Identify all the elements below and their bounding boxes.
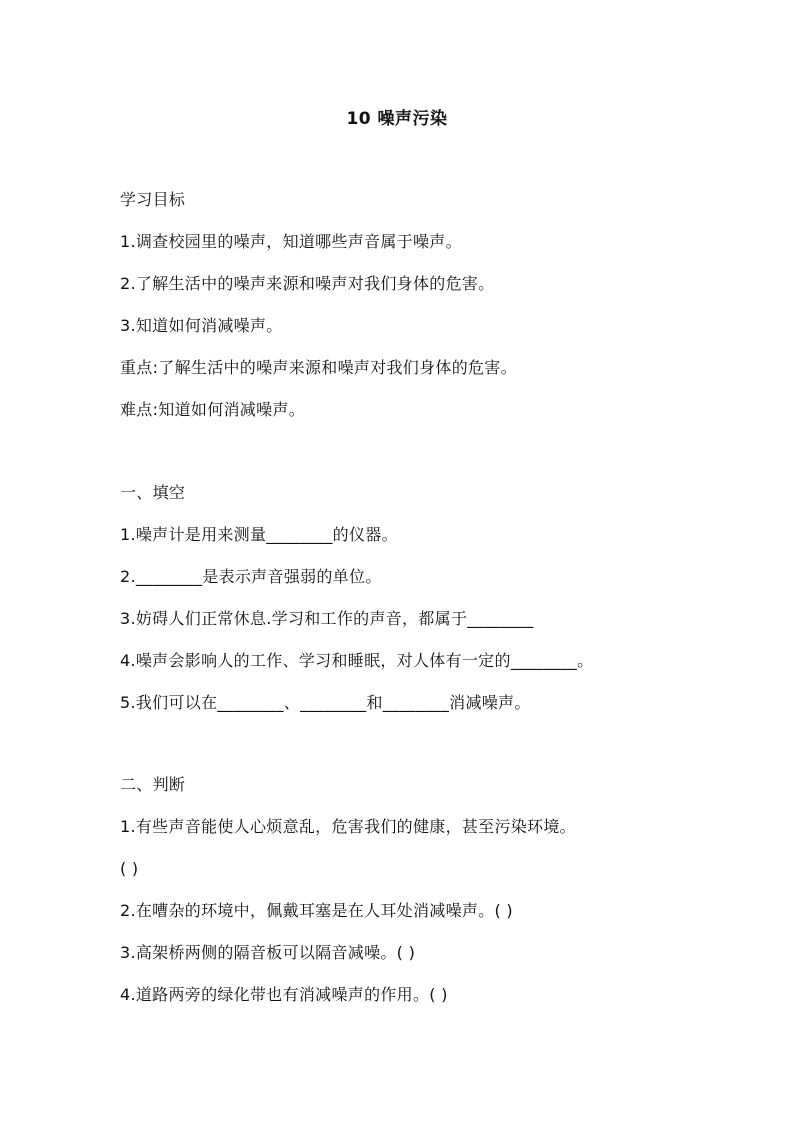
fill-blank-question: 2.________是表示声音强弱的单位。 xyxy=(120,567,382,586)
judge-question: 2.在嘈杂的环境中，佩戴耳塞是在人耳处消减噪声。( ) xyxy=(120,901,513,920)
page-title: 10 噪声污染 xyxy=(346,109,448,129)
fill-blank-heading: 一、填空 xyxy=(120,483,186,502)
key-point: 重点:了解生活中的噪声来源和噪声对我们身体的危害。 xyxy=(120,358,517,377)
judge-heading: 二、判断 xyxy=(120,775,186,794)
fill-blank-question: 5.我们可以在________、________和________消减噪声。 xyxy=(120,693,531,712)
judge-question: 1.有些声音能使人心烦意乱，危害我们的健康，甚至污染环境。 xyxy=(120,817,576,836)
judge-question: 3.高架桥两侧的隔音板可以隔音减噪。( ) xyxy=(120,943,416,962)
judge-answer-bracket: ( ) xyxy=(120,859,139,878)
fill-blank-question: 1.噪声计是用来测量________的仪器。 xyxy=(120,525,398,544)
fill-blank-question: 4.噪声会影响人的工作、学习和睡眠，对人体有一定的________。 xyxy=(120,651,594,670)
judge-question: 4.道路两旁的绿化带也有消减噪声的作用。( ) xyxy=(120,985,448,1004)
fill-blank-question: 3.妨碍人们正常休息.学习和工作的声音，都属于________ xyxy=(120,609,534,628)
objective-item: 2.了解生活中的噪声来源和噪声对我们身体的危害。 xyxy=(120,274,495,293)
objective-item: 1.调查校园里的噪声，知道哪些声音属于噪声。 xyxy=(120,232,462,251)
objective-item: 3.知道如何消减噪声。 xyxy=(120,316,283,335)
objectives-heading: 学习目标 xyxy=(120,190,186,209)
difficulty-point: 难点:知道如何消减噪声。 xyxy=(120,400,305,419)
